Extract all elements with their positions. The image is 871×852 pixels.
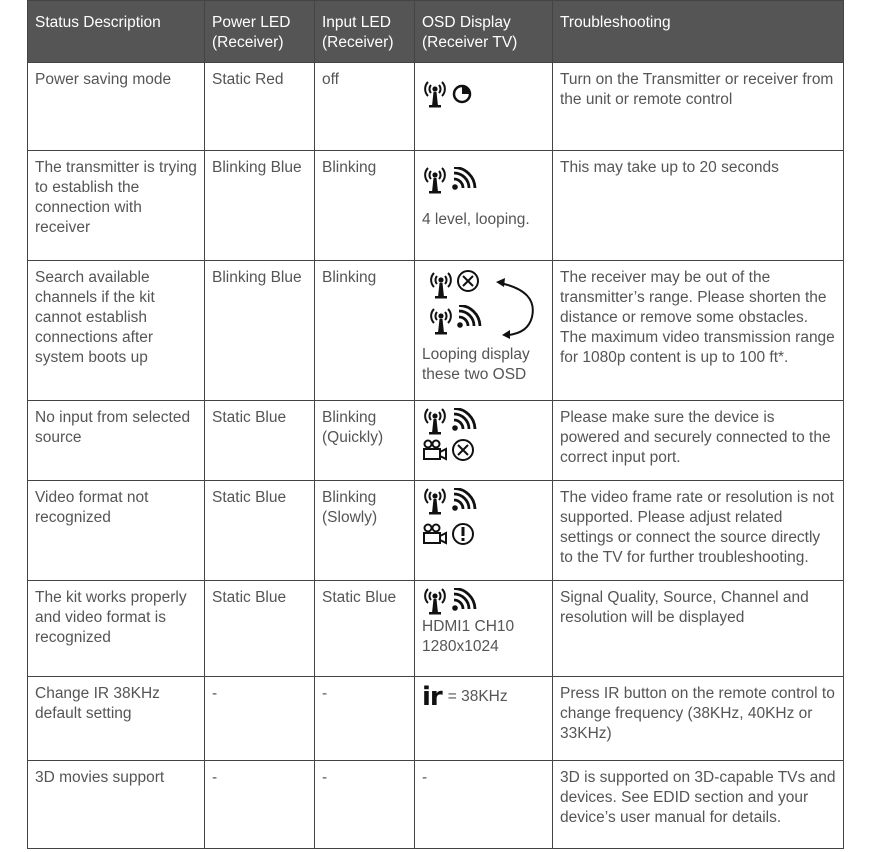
input-led-cell: Blinking [315, 151, 415, 261]
osd-cell [415, 481, 553, 581]
status-cell: 3D movies support [28, 761, 205, 849]
antenna-icon [422, 78, 448, 108]
troubleshooting-cell: Please make sure the device is powered and securely connected to the correct input port. [553, 401, 844, 481]
table-row [28, 581, 844, 677]
signal-strength-icon [451, 488, 477, 512]
signal-strength-icon [451, 588, 477, 612]
camera-icon [422, 523, 448, 545]
header-status: Status Description [28, 1, 205, 63]
osd-caption: = 38KHz [447, 688, 508, 705]
status-cell: Search available channels if the kit cannot establish connections after system boots up [28, 261, 205, 401]
loop-arrow-icon [494, 277, 544, 339]
troubleshooting-cell: The receiver may be out of the transmitter’s range. Please shorten the distance or remove some obstacles. The maximum video transmission range for 1080p content is up to 100 ft*. [553, 261, 844, 401]
header-troubleshooting: Troubleshooting [553, 1, 844, 63]
table-row [28, 401, 844, 481]
input-led-cell: Blinking (Quickly) [315, 401, 415, 481]
troubleshooting-cell: Press IR button on the remote control to change frequency (38KHz, 40KHz or 33KHz) [553, 677, 844, 761]
input-led-cell: Blinking [315, 261, 415, 401]
power-led-cell: Static Blue [205, 481, 315, 581]
input-led-cell: - [315, 677, 415, 761]
osd-cell [415, 401, 553, 481]
signal-strength-icon [451, 167, 477, 191]
troubleshooting-cell: Signal Quality, Source, Channel and resolution will be displayed [553, 581, 844, 677]
circle-x-icon [456, 269, 480, 299]
troubleshooting-cell: 3D is supported on 3D-capable TVs and devices. See EDID section and your device’s user manual for details. [553, 761, 844, 849]
troubleshooting-cell: The video frame rate or resolution is not supported. Please adjust related settings or connect the source directly to the TV for further troubleshooting. [553, 481, 844, 581]
osd-cell [415, 677, 553, 761]
status-cell: Video format not recognized [28, 481, 205, 581]
signal-strength-icon [451, 408, 477, 432]
power-led-cell: Static Red [205, 63, 315, 151]
camera-icon [422, 439, 448, 461]
table-row [28, 481, 844, 581]
osd-cell: - [415, 761, 553, 849]
signal-strength-icon [456, 305, 482, 335]
antenna-icon [428, 269, 454, 299]
input-led-cell: Static Blue [315, 581, 415, 677]
troubleshooting-cell: Turn on the Transmitter or receiver from the unit or remote control [553, 63, 844, 151]
power-led-cell: Static Blue [205, 581, 315, 677]
status-cell: The kit works properly and video format is recognized [28, 581, 205, 677]
table-row [28, 63, 844, 151]
antenna-icon [422, 585, 448, 615]
antenna-icon [428, 305, 454, 335]
antenna-icon [422, 164, 448, 194]
antenna-icon [422, 485, 448, 515]
power-led-cell: - [205, 677, 315, 761]
status-cell: The transmitter is trying to establish the connection with receiver [28, 151, 205, 261]
status-table [27, 0, 844, 849]
table-row [28, 761, 844, 849]
osd-cell [415, 261, 553, 401]
header-osd-display: OSD Display (Receiver TV) [415, 1, 553, 63]
ir-logo: ir [422, 682, 442, 712]
power-led-cell: Static Blue [205, 401, 315, 481]
circle-exclamation-icon [451, 522, 475, 546]
table-row [28, 151, 844, 261]
osd-cell [415, 151, 553, 261]
input-led-cell: off [315, 63, 415, 151]
osd-cell [415, 581, 553, 677]
power-led-cell: Blinking Blue [205, 261, 315, 401]
power-led-cell: Blinking Blue [205, 151, 315, 261]
status-cell: Change IR 38KHz default setting [28, 677, 205, 761]
osd-caption: 4 level, looping. [422, 211, 530, 228]
table-row [28, 261, 844, 401]
osd-caption: Looping display these two OSD [422, 346, 530, 383]
header-row [28, 1, 844, 63]
header-power-led: Power LED (Receiver) [205, 1, 315, 63]
status-cell: Power saving mode [28, 63, 205, 151]
power-led-cell: - [205, 761, 315, 849]
troubleshooting-cell: This may take up to 20 seconds [553, 151, 844, 261]
power-saving-icon [451, 82, 473, 104]
osd-cell [415, 63, 553, 151]
header-input-led: Input LED (Receiver) [315, 1, 415, 63]
osd-caption-resolution: 1280x1024 [422, 638, 499, 655]
antenna-icon [422, 405, 448, 435]
osd-caption: HDMI1 CH10 [422, 618, 515, 635]
circle-x-icon [451, 438, 475, 462]
table-row [28, 677, 844, 761]
status-cell: No input from selected source [28, 401, 205, 481]
input-led-cell: - [315, 761, 415, 849]
input-led-cell: Blinking (Slowly) [315, 481, 415, 581]
